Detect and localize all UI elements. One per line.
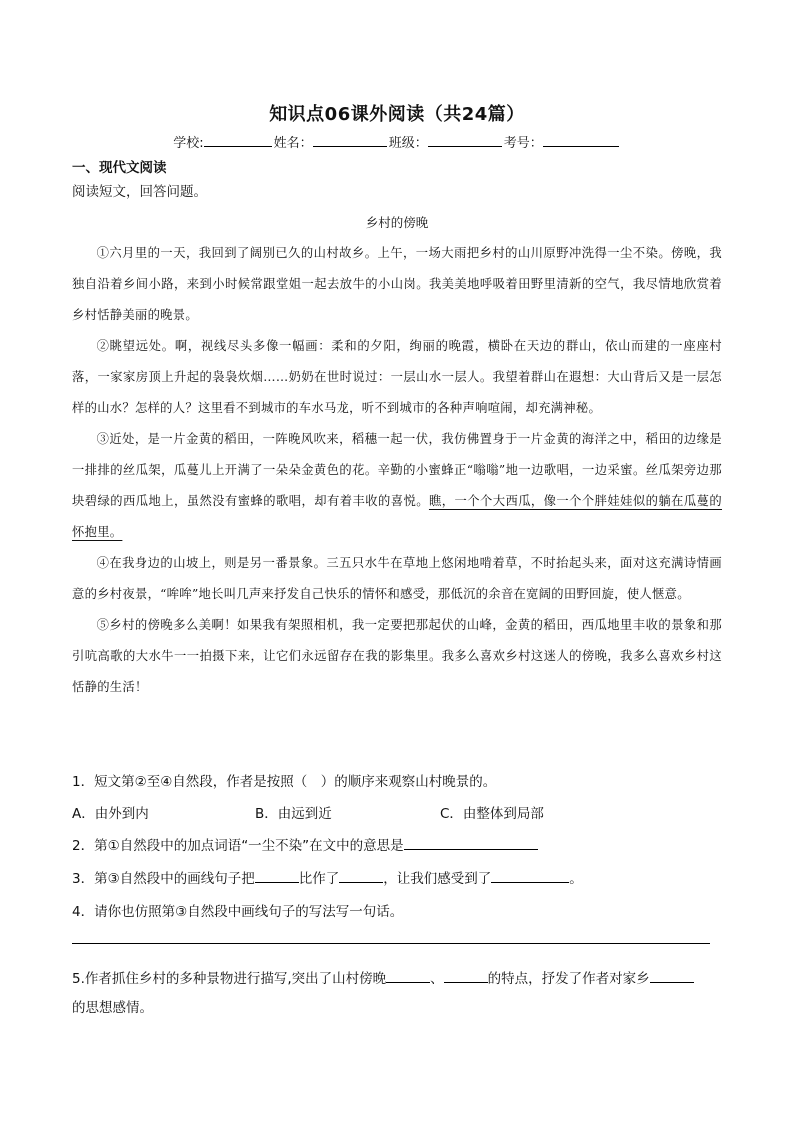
option-b[interactable]: B．由远到近 [255,806,332,822]
option-a[interactable]: A．由外到内 [72,806,149,822]
answer-blank-q5-1[interactable] [386,968,430,983]
section-heading: 一、现代文阅读 [72,160,167,176]
answer-blank-q3-1[interactable] [255,868,299,883]
story-title: 乡村的傍晚 [365,215,429,230]
page-title: 知识点06课外阅读（共24篇） [269,104,525,125]
question-3-text-a: 3．第③自然段中的画线句子把 [72,871,255,887]
class-field[interactable] [428,132,502,147]
question-3-text-b: 比作了 [298,871,340,887]
answer-blank-q2[interactable] [404,835,538,850]
underlined-sentence: 瞧，一个个大西瓜，像一个个胖娃娃似的躺在瓜蔓的怀抱里。 [72,494,723,539]
answer-line-q4[interactable] [72,943,710,944]
question-5-text-a: 5.作者抓住乡村的多种景物进行描写,突出了山村傍晚 [72,971,387,987]
paragraph-3 [72,424,722,548]
class-label: 班级： [388,136,428,151]
paragraph-4: ④在我身边的山坡上，则是另一番景象。三五只水牛在草地上悠闲地啃着草，不时抬起头来，面对这充满诗情画意的乡村夜景，“哞哞”地长叫几声来抒发自己快乐的情怀和感受，那低沉的余音在宽阔的田野回旋，使人惬意。 [72,556,722,601]
paragraph-1: ①六月里的一天，我回到了阔别已久的山村故乡。上午，一场大雨把乡村的山川原野冲洗得一尘不染。傍晚，我独自沿着乡间小路，来到小时候常跟堂姐一起去放牛的小山岗。我美美地呼吸着田野里清新的空气，我尽情地欣赏着乡村恬静美丽的晚景。 [72,246,722,322]
question-3 [72,867,583,887]
name-field[interactable] [313,132,387,147]
question-4: 4．请你也仿照第③自然段中画线句子的写法写一句话。 [72,904,404,920]
paragraph-3-text: ③近处，是一片金黄的稻田，一阵晚风吹来，稻穗一起一伏，我仿佛置身于一片金黄的海洋之中，稻田的边缘是一排排的丝瓜架，瓜蔓儿上开满了一朵朵金黄色的花。辛勤的小蜜蜂正“嗡嗡”地一边歌唱，一边采蜜。丝瓜架旁边那块碧绿的西瓜地上，虽然没有蜜蜂的歌唱，却有着丰收的喜悦。 [72,432,722,508]
school-field[interactable] [204,132,272,147]
question-5-text-b: 、 [430,971,444,987]
question-5-text-c: 的特点，抒发了作者对家乡 [487,971,650,987]
exam-no-label: 考号： [503,136,543,151]
answer-blank-q3-3[interactable] [491,868,569,883]
paragraph-2: ②眺望远处。啊，视线尽头多像一幅画：柔和的夕阳，绚丽的晚霞，横卧在天边的群山，依山而建的一座座村落，一家家房顶上升起的袅袅炊烟……奶奶在世时说过：一层山水一层人。我望着群山在遐想：大山背后又是一层怎样的山水？怎样的人？这里看不到城市的车水马龙，听不到城市的各种声响喧闹，却充满神秘。 [72,339,722,415]
story-text [72,238,722,703]
reading-instruction: 阅读短文，回答问题。 [72,184,207,200]
question-1-options [72,802,544,822]
option-c[interactable]: C．由整体到局部 [440,806,544,822]
answer-blank-q5-3[interactable] [650,968,694,983]
question-5 [72,967,694,987]
name-label: 姓名： [273,136,313,151]
school-label: 学校: [173,136,204,151]
question-3-text-c: ，让我们感受到了 [383,871,492,887]
question-2-text: 2．第①自然段中的加点词语“一尘不染”在文中的意思是 [72,838,404,854]
exam-no-field[interactable] [543,132,619,147]
student-info-row [0,132,794,151]
answer-blank-q3-2[interactable] [339,868,383,883]
question-1: 1．短文第②至④自然段，作者是按照（ ）的顺序来观察山村晚景的。 [72,774,497,790]
question-5-continued: 的思想感情。 [72,1000,153,1016]
question-3-text-d: 。 [569,871,583,887]
paragraph-5: ⑤乡村的傍晚多么美啊！如果我有架照相机，我一定要把那起伏的山峰，金黄的稻田，西瓜地里丰收的景象和那引吭高歌的大水牛一一拍摄下来，让它们永远留存在我的影集里。我多么喜欢乡村这迷人的傍晚，我多么喜欢乡村这恬静的生活！ [72,618,722,694]
answer-blank-q5-2[interactable] [444,968,488,983]
question-2 [72,834,538,854]
